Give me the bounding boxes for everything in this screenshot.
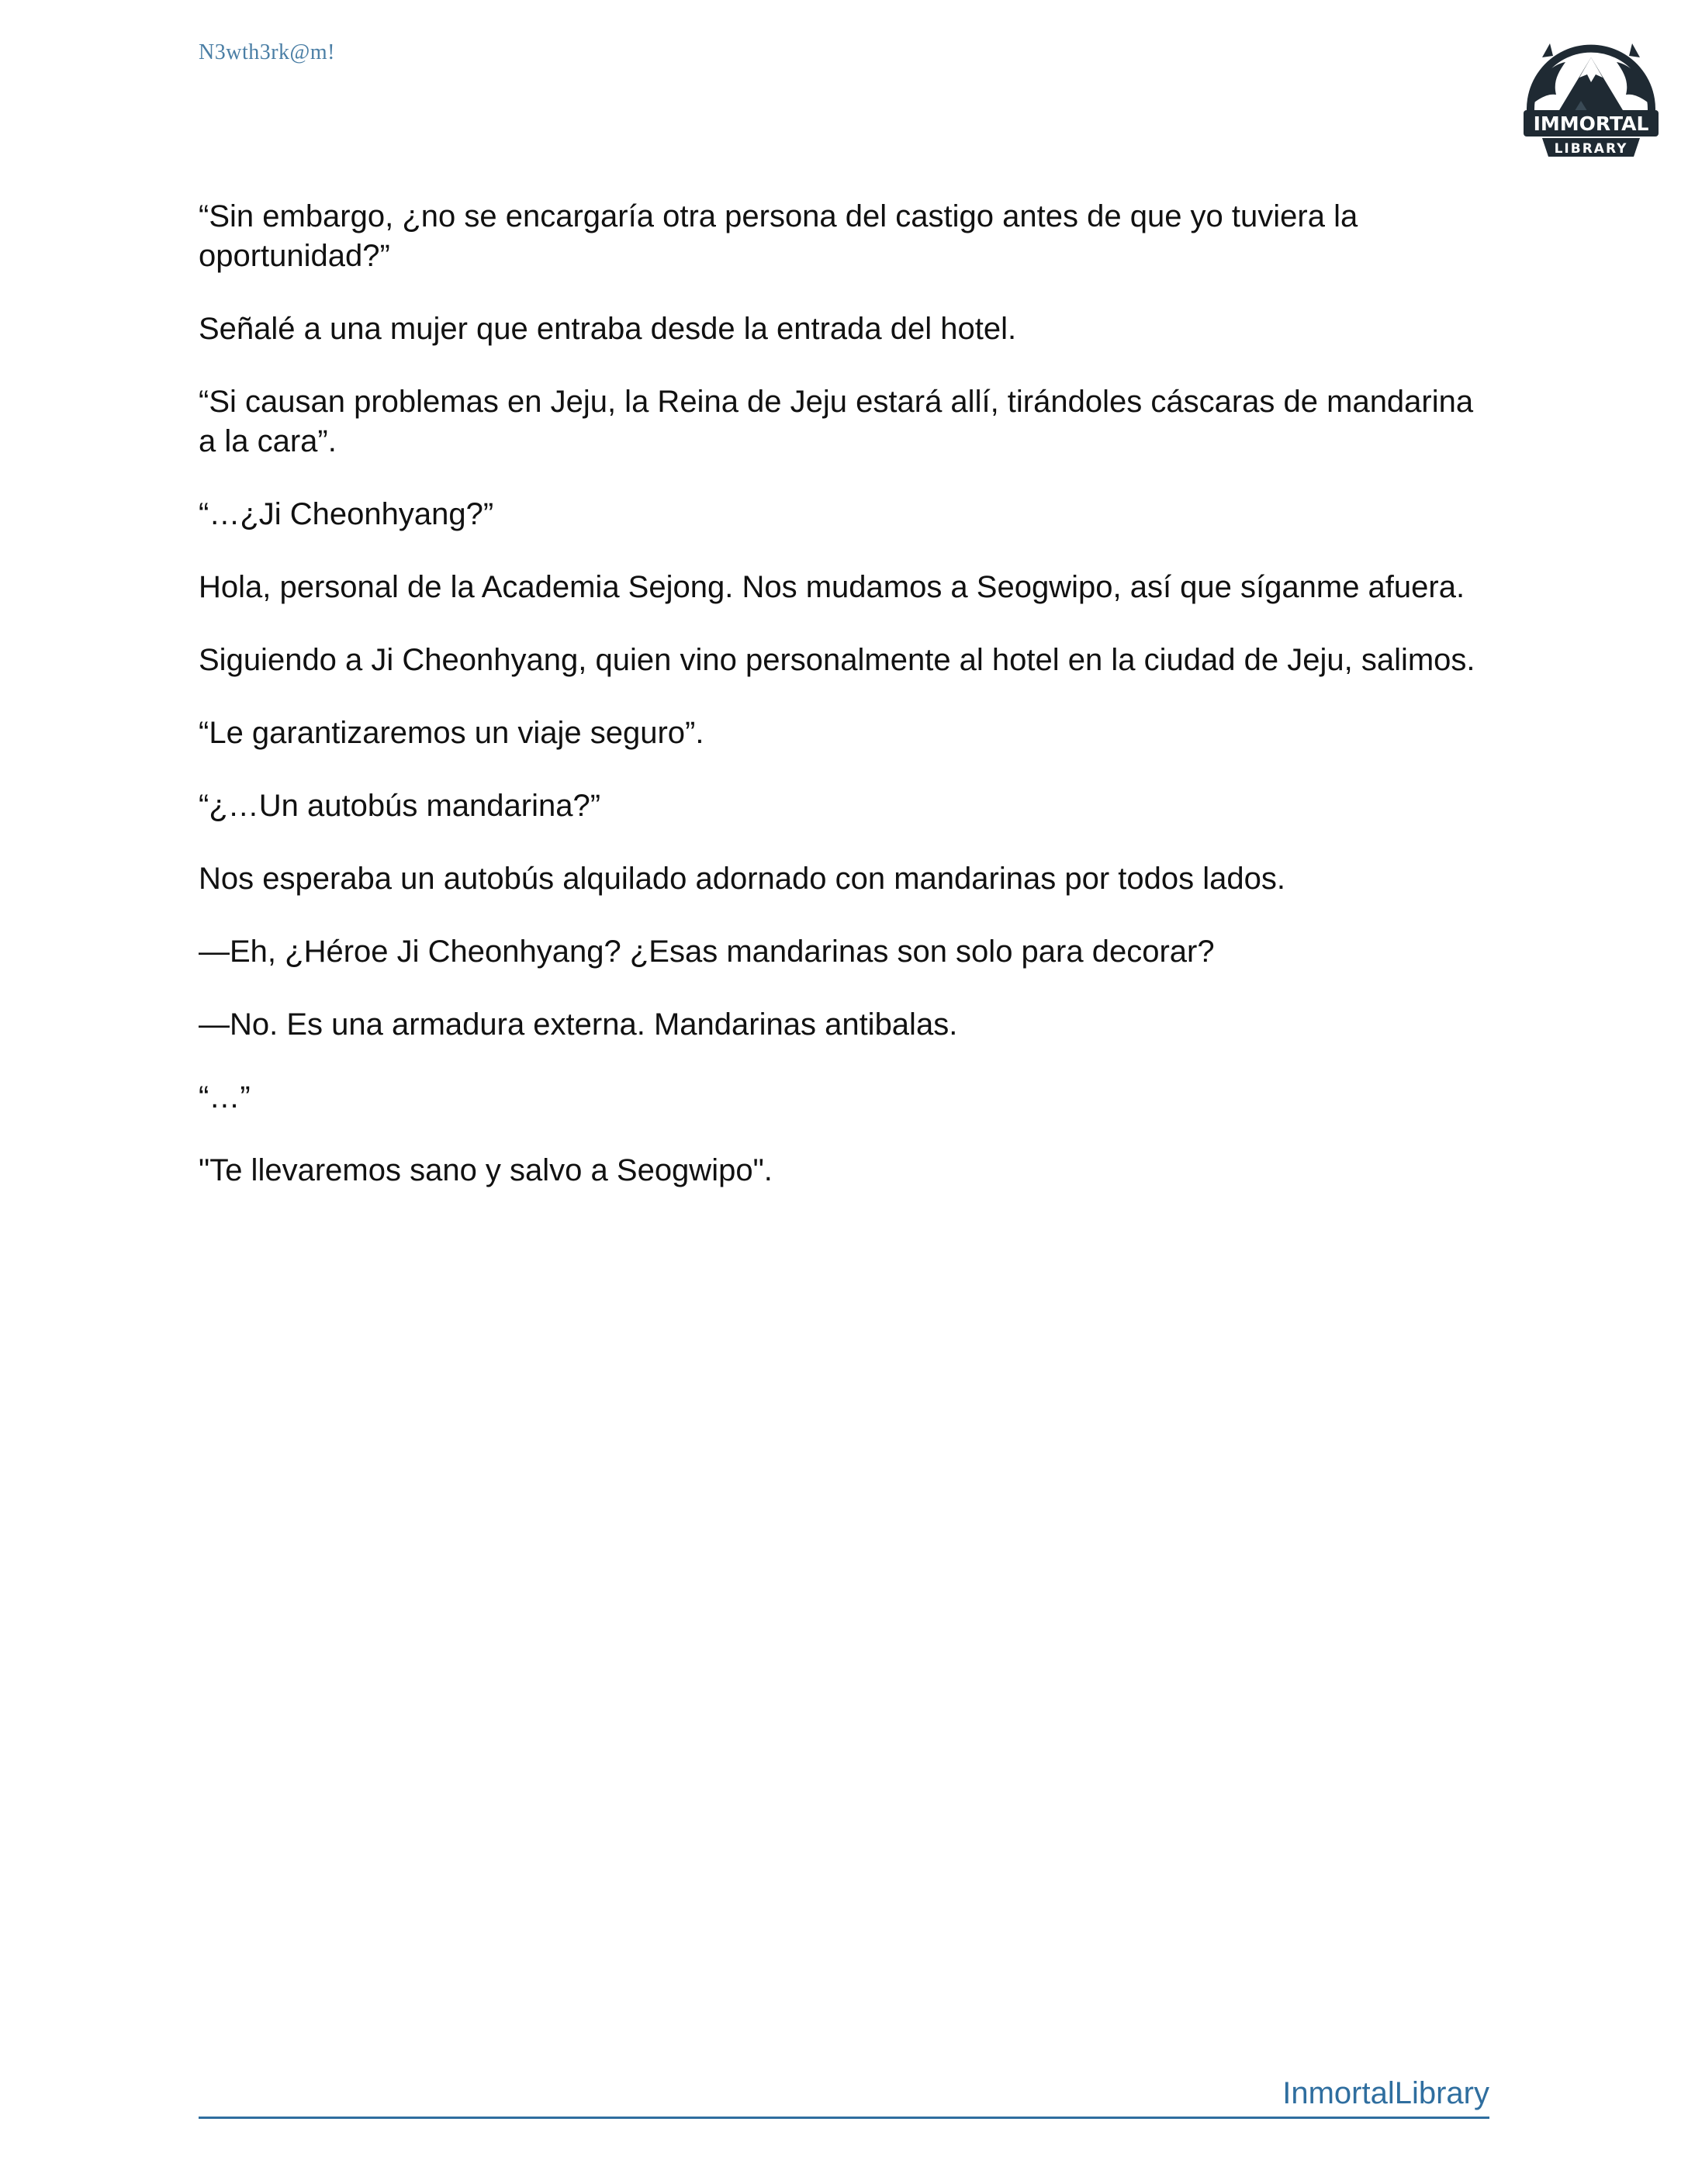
paragraph: Señalé a una mujer que entraba desde la entrada del hotel. <box>199 312 1017 346</box>
paragraph: —No. Es una armadura externa. Mandarinas antibalas. <box>199 1007 958 1042</box>
paragraph: “Sin embargo, ¿no se encargaría otra persona del castigo antes de que yo tuviera la oportunidad?” <box>199 199 1358 273</box>
paragraph: "Te llevaremos sano y salvo a Seogwipo". <box>199 1153 773 1187</box>
paragraph: “¿…Un autobús mandarina?” <box>199 789 601 823</box>
svg-text:IMMORTAL: IMMORTAL <box>1533 112 1649 135</box>
paragraph: Hola, personal de la Academia Sejong. Nos mudamos a Seogwipo, así que síganme afuera. <box>199 570 1465 604</box>
footer-link-inmortallibrary[interactable]: InmortalLibrary <box>1282 2076 1489 2110</box>
paragraph: “Si causan problemas en Jeju, la Reina de Jeju estará allí, tirándoles cáscaras de mandarina a la cara”. <box>199 385 1474 458</box>
svg-text:LIBRARY: LIBRARY <box>1554 141 1628 157</box>
header-watermark: N3wth3rk@m! <box>199 40 335 64</box>
paragraph: “Le garantizaremos un viaje seguro”. <box>199 716 704 750</box>
immortal-library-logo-icon <box>1519 34 1663 164</box>
footer-rule <box>199 2117 1489 2119</box>
paragraph: “…¿Ji Cheonhyang?” <box>199 497 494 531</box>
document-body <box>199 197 1486 1224</box>
paragraph: Siguiendo a Ji Cheonhyang, quien vino personalmente al hotel en la ciudad de Jeju, salimos. <box>199 643 1475 677</box>
paragraph: Nos esperaba un autobús alquilado adornado con mandarinas por todos lados. <box>199 862 1285 896</box>
paragraph: —Eh, ¿Héroe Ji Cheonhyang? ¿Esas mandarinas son solo para decorar? <box>199 935 1215 969</box>
paragraph: “…” <box>199 1080 251 1114</box>
